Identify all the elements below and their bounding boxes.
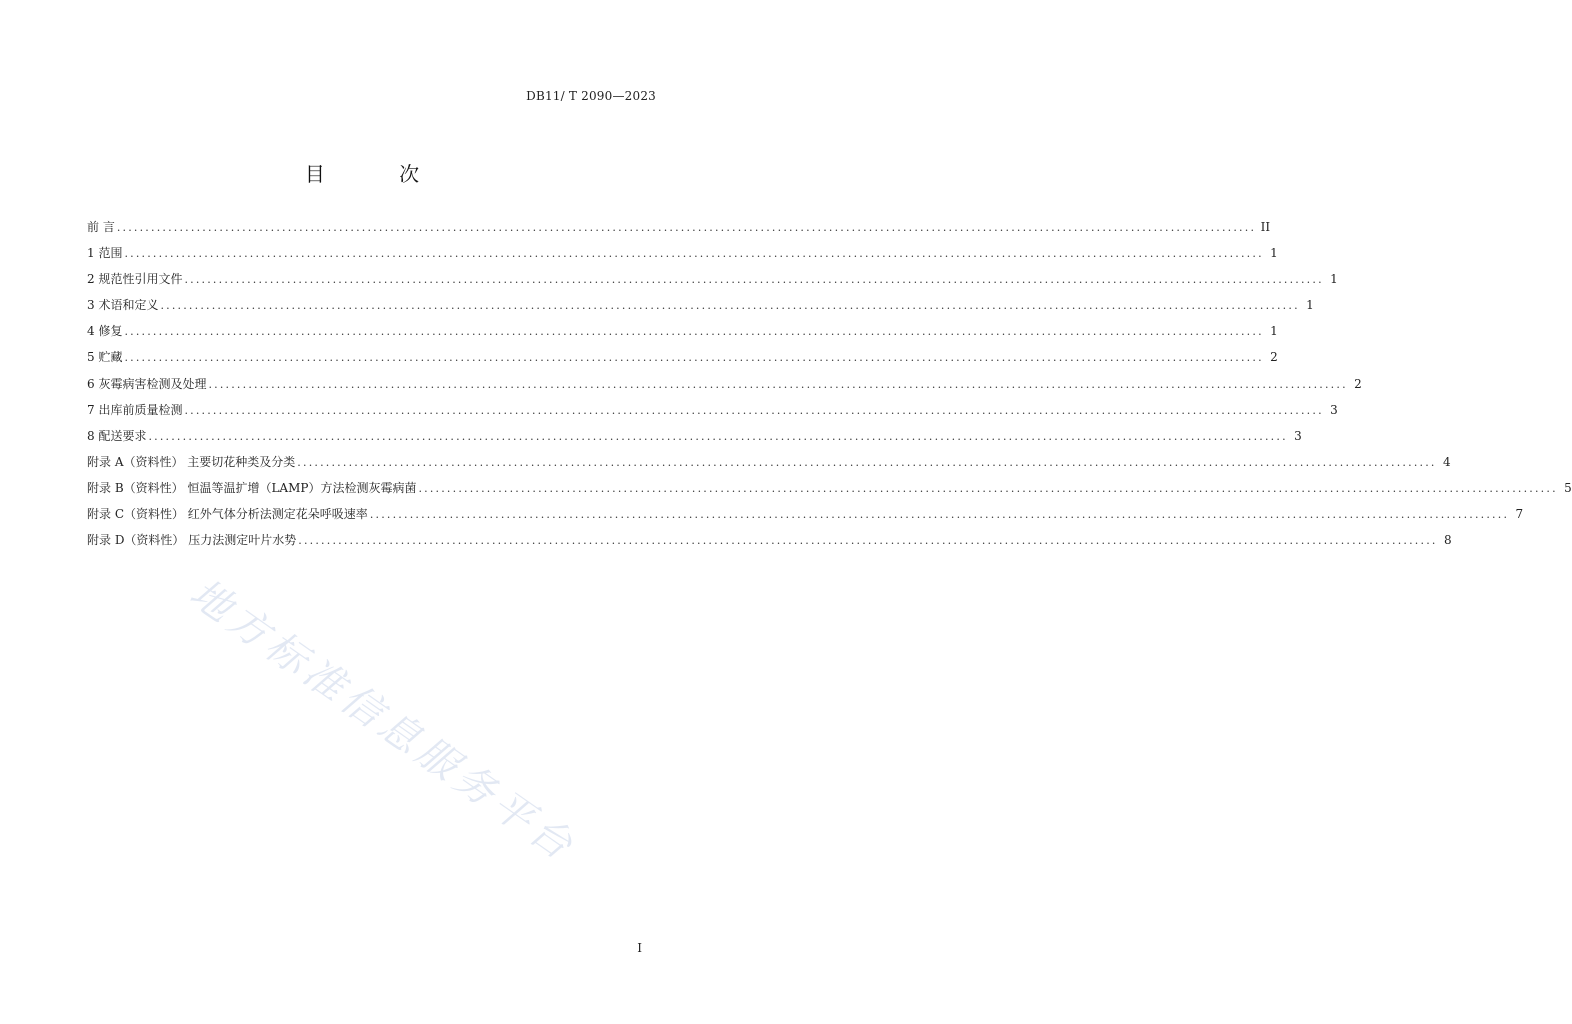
toc-entry-scope[interactable]	[87, 244, 1278, 270]
toc-entry-label: 5 贮藏	[87, 350, 123, 365]
toc-entry-page: 1	[1270, 324, 1278, 339]
toc-entry-page: 5	[1564, 480, 1572, 495]
toc-entry-page: 1	[1330, 272, 1338, 287]
toc-entry-appendix-b[interactable]	[87, 479, 1572, 505]
toc-title: 目 次	[304, 162, 454, 186]
watermark: 地方标准信息服务平台	[181, 570, 585, 872]
toc-leader-dots: ........................................................................................................................................................................................................	[418, 481, 1558, 495]
page-number: I	[637, 941, 642, 955]
toc-entry-page: 2	[1354, 376, 1362, 391]
toc-entry-label: 附录 A（资料性） 主要切花种类及分类	[87, 454, 296, 469]
toc-entry-appendix-d[interactable]	[87, 531, 1452, 557]
toc-entry-label: 7 出库前质量检测	[87, 402, 183, 417]
toc-leader-dots: ........................................................................................................................................................................................................	[124, 247, 1264, 261]
toc-entry-page: 2	[1270, 350, 1278, 365]
toc-entry-label: 附录 B（资料性） 恒温等温扩增（LAMP）方法检测灰霉病菌	[87, 480, 417, 495]
toc-entry-label: 6 灰霉病害检测及处理	[87, 376, 207, 391]
toc-entry-page: 4	[1442, 454, 1451, 469]
toc-leader-dots: ........................................................................................................................................................................................................	[184, 403, 1324, 417]
toc-entry-foreword[interactable]	[87, 218, 1271, 244]
toc-entry-normative-references[interactable]	[87, 270, 1338, 296]
toc-leader-dots: ........................................................................................................................................................................................................	[369, 508, 1510, 522]
toc-leader-dots: ........................................................................................................................................................................................................	[160, 299, 1300, 313]
toc-entry-label: 2 规范性引用文件	[87, 272, 183, 287]
toc-entry-delivery-requirements[interactable]	[87, 427, 1302, 453]
toc-leader-dots: ........................................................................................................................................................................................................	[298, 534, 1438, 548]
toc-leader-dots: ........................................................................................................................................................................................................	[148, 429, 1288, 443]
toc-entry-label: 附录 D（资料性） 压力法测定叶片水势	[87, 533, 297, 548]
toc-entry-terms-definitions[interactable]	[87, 296, 1314, 322]
toc-entry-appendix-c[interactable]	[87, 505, 1524, 531]
toc-entry-label: 4 修复	[87, 324, 123, 339]
toc-leader-dots: ........................................................................................................................................................................................................	[184, 273, 1324, 287]
standard-code: DB11/ T 2090—2023	[526, 89, 656, 103]
toc-leader-dots: ........................................................................................................................................................................................................	[116, 221, 1257, 234]
toc-entry-label: 8 配送要求	[87, 428, 147, 443]
toc-entry-quality-inspection[interactable]	[87, 401, 1338, 427]
toc-entry-label: 1 范围	[87, 246, 123, 261]
toc-entry-page: 1	[1306, 298, 1314, 313]
toc-entry-storage[interactable]	[87, 348, 1278, 374]
toc-leader-dots: ........................................................................................................................................................................................................	[297, 455, 1437, 469]
toc-entry-page: 8	[1443, 533, 1452, 548]
table-of-contents	[87, 218, 1572, 557]
toc-entry-label: 附录 C（资料性） 红外气体分析法测定花朵呼吸速率	[87, 507, 368, 522]
toc-entry-page: 7	[1515, 507, 1524, 522]
toc-entry-repair[interactable]	[87, 322, 1278, 348]
toc-entry-gray-mold-detection[interactable]	[87, 375, 1362, 401]
toc-entry-label: 前 言	[87, 220, 115, 234]
toc-leader-dots: ........................................................................................................................................................................................................	[208, 377, 1348, 391]
toc-entry-page: II	[1260, 220, 1271, 234]
toc-entry-page: 3	[1330, 402, 1338, 417]
toc-leader-dots: ........................................................................................................................................................................................................	[124, 325, 1264, 339]
toc-entry-appendix-a[interactable]	[87, 453, 1451, 479]
toc-leader-dots: ........................................................................................................................................................................................................	[124, 351, 1264, 365]
toc-entry-page: 3	[1294, 428, 1302, 443]
toc-entry-label: 3 术语和定义	[87, 298, 159, 313]
toc-entry-page: 1	[1270, 246, 1278, 261]
